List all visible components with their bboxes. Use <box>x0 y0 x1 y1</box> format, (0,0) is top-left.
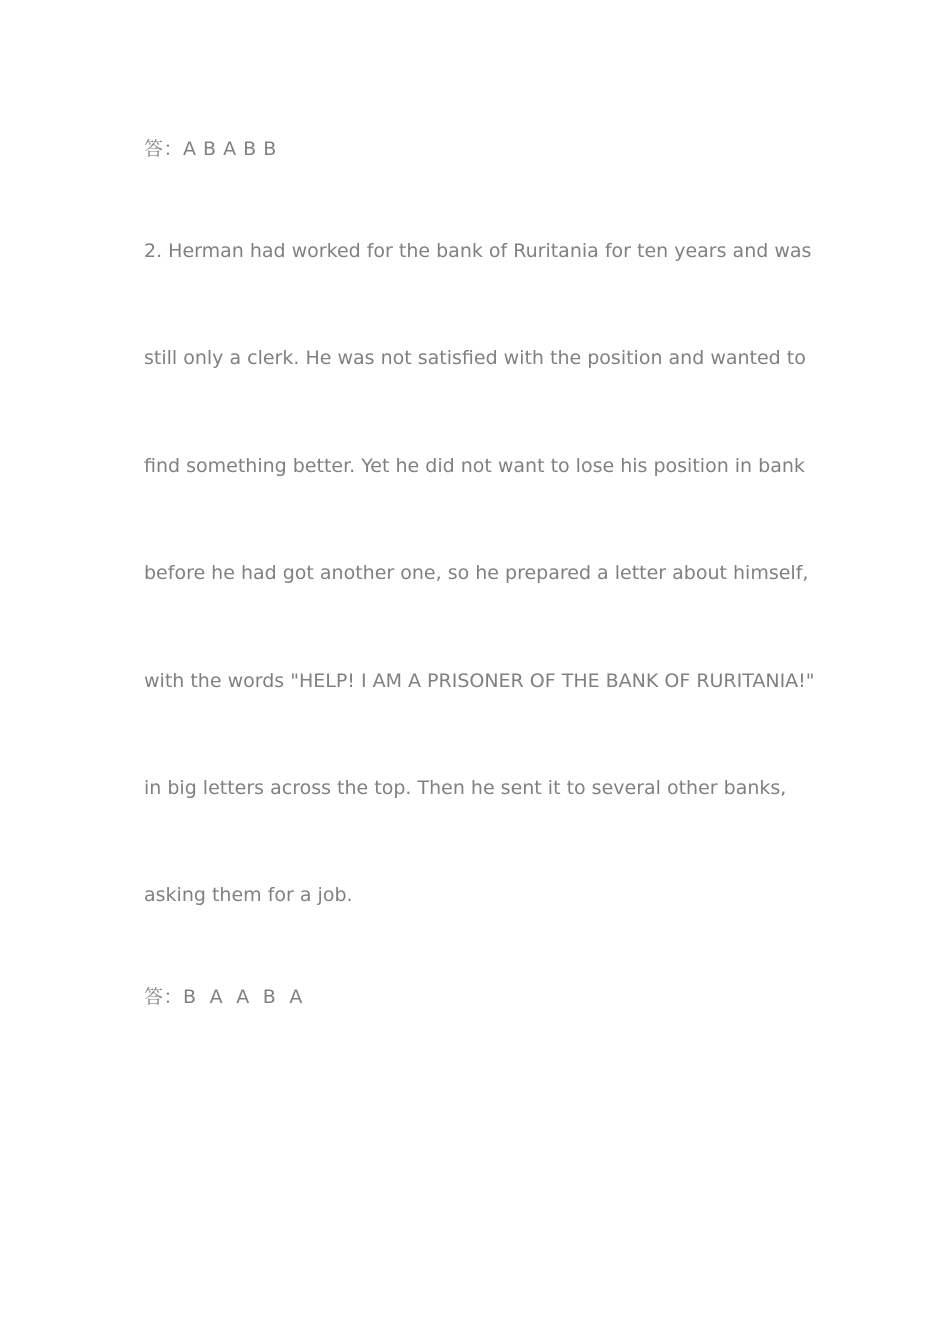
paragraph-line-3: find something better. Yet he did not want to lose his position in bank <box>144 455 805 477</box>
paragraph-line-4: before he had got another one, so he prepared a letter about himself, <box>144 562 809 584</box>
paragraph-line-1: 2. Herman had worked for the bank of Ruritania for ten years and was <box>144 240 812 262</box>
paragraph-line-5: with the words "HELP! I AM A PRISONER OF THE BANK OF RURITANIA!" <box>144 670 815 692</box>
answer-line-1: 答：A B A B B <box>144 138 277 160</box>
answer-line-2: 答：B A A B A <box>144 986 303 1008</box>
paragraph-line-7: asking them for a job. <box>144 884 353 906</box>
paragraph-line-2: still only a clerk. He was not satisfied with the position and wanted to <box>144 347 806 369</box>
paragraph-line-6: in big letters across the top. Then he sent it to several other banks, <box>144 777 787 799</box>
